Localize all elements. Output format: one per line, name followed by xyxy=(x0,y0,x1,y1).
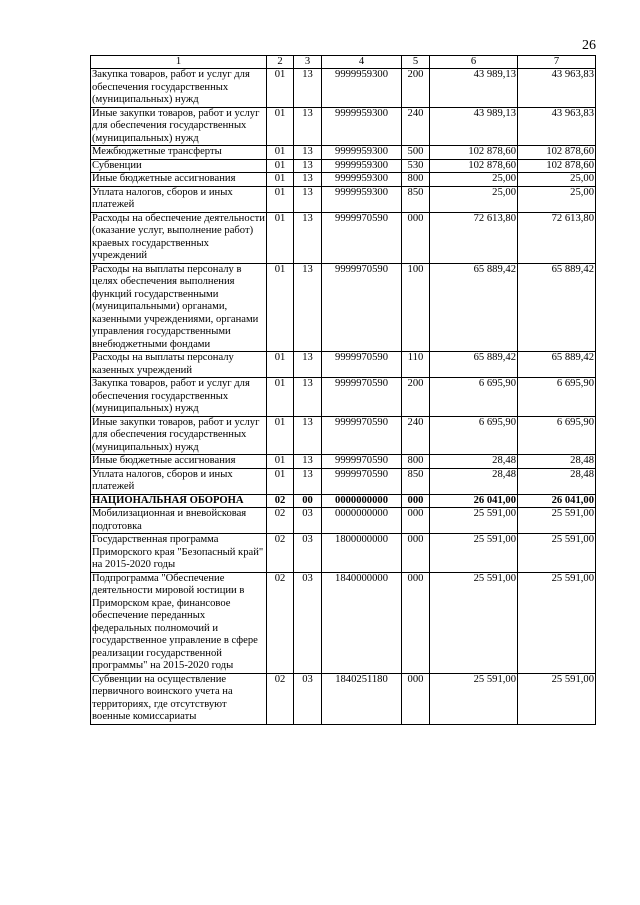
subsection-code: 13 xyxy=(294,416,322,455)
subsection-code: 13 xyxy=(294,455,322,469)
subsection-code: 00 xyxy=(294,494,322,508)
item-name: Закупка товаров, работ и услуг для обеспечения государственных (муниципальных) нужд xyxy=(91,378,267,417)
expense-type-code: 000 xyxy=(402,494,430,508)
section-code: 01 xyxy=(267,107,294,146)
amount-col6: 25 591,00 xyxy=(430,534,518,573)
amount-col7: 25 591,00 xyxy=(518,508,596,534)
section-code: 01 xyxy=(267,186,294,212)
expense-type-code: 110 xyxy=(402,352,430,378)
item-name: Государственная программа Приморского края "Безопасный край" на 2015-2020 годы xyxy=(91,534,267,573)
table-row xyxy=(91,455,596,469)
expense-type-code: 800 xyxy=(402,455,430,469)
table-row xyxy=(91,186,596,212)
table-row xyxy=(91,468,596,494)
item-name: Иные закупки товаров, работ и услуг для обеспечения государственных (муниципальных) нужд xyxy=(91,107,267,146)
expense-type-code: 240 xyxy=(402,416,430,455)
section-code: 01 xyxy=(267,146,294,160)
expense-type-code: 850 xyxy=(402,468,430,494)
target-article-code: 9999959300 xyxy=(322,173,402,187)
target-article-code: 9999959300 xyxy=(322,159,402,173)
item-name: Уплата налогов, сборов и иных платежей xyxy=(91,468,267,494)
subsection-code: 13 xyxy=(294,263,322,352)
amount-col6: 65 889,42 xyxy=(430,263,518,352)
subsection-code: 03 xyxy=(294,572,322,673)
item-name: Расходы на выплаты персоналу казенных учреждений xyxy=(91,352,267,378)
header-cell: 1 xyxy=(91,56,267,69)
table-row xyxy=(91,173,596,187)
expense-type-code: 000 xyxy=(402,508,430,534)
header-cell: 2 xyxy=(267,56,294,69)
expense-type-code: 000 xyxy=(402,572,430,673)
subsection-code: 13 xyxy=(294,468,322,494)
amount-col7: 6 695,90 xyxy=(518,378,596,417)
table-row xyxy=(91,534,596,573)
amount-col6: 25 591,00 xyxy=(430,572,518,673)
subsection-code: 13 xyxy=(294,212,322,263)
header-cell: 3 xyxy=(294,56,322,69)
section-code: 01 xyxy=(267,468,294,494)
amount-col7: 25,00 xyxy=(518,186,596,212)
target-article-code: 9999970590 xyxy=(322,468,402,494)
section-code: 02 xyxy=(267,534,294,573)
amount-col7: 102 878,60 xyxy=(518,159,596,173)
subsection-code: 03 xyxy=(294,508,322,534)
amount-col6: 43 989,13 xyxy=(430,107,518,146)
item-name: Уплата налогов, сборов и иных платежей xyxy=(91,186,267,212)
subsection-code: 03 xyxy=(294,673,322,724)
item-name: Расходы на выплаты персоналу в целях обеспечения выполнения функций государственными (муниципальными) органами, казенными учреждениями, органами управления государственными внебюджетными фондами xyxy=(91,263,267,352)
section-code: 01 xyxy=(267,69,294,108)
table-row xyxy=(91,378,596,417)
table-row xyxy=(91,146,596,160)
amount-col6: 26 041,00 xyxy=(430,494,518,508)
section-code: 02 xyxy=(267,673,294,724)
amount-col7: 25 591,00 xyxy=(518,572,596,673)
target-article-code: 9999970590 xyxy=(322,263,402,352)
amount-col7: 102 878,60 xyxy=(518,146,596,160)
subsection-code: 13 xyxy=(294,173,322,187)
header-cell: 6 xyxy=(430,56,518,69)
amount-col7: 25,00 xyxy=(518,173,596,187)
header-row xyxy=(91,56,596,69)
table-row xyxy=(91,159,596,173)
header-cell: 7 xyxy=(518,56,596,69)
item-name: Иные бюджетные ассигнования xyxy=(91,173,267,187)
amount-col7: 43 963,83 xyxy=(518,69,596,108)
target-article-code: 9999959300 xyxy=(322,146,402,160)
amount-col6: 25 591,00 xyxy=(430,673,518,724)
amount-col6: 102 878,60 xyxy=(430,159,518,173)
item-name: Подпрограмма "Обеспечение деятельности мировой юстиции в Приморском крае, финансовое обеспечение переданных федеральных полномочий и государственное управление в сфере реализации государственной программы" на 2015-2020 годы xyxy=(91,572,267,673)
amount-col6: 25,00 xyxy=(430,173,518,187)
section-code: 01 xyxy=(267,352,294,378)
amount-col6: 28,48 xyxy=(430,455,518,469)
expense-type-code: 530 xyxy=(402,159,430,173)
amount-col6: 65 889,42 xyxy=(430,352,518,378)
table-row xyxy=(91,508,596,534)
section-code: 01 xyxy=(267,212,294,263)
subsection-code: 13 xyxy=(294,107,322,146)
table-row xyxy=(91,263,596,352)
target-article-code: 9999970590 xyxy=(322,212,402,263)
target-article-code: 1840000000 xyxy=(322,572,402,673)
amount-col7: 6 695,90 xyxy=(518,416,596,455)
section-code: 02 xyxy=(267,494,294,508)
item-name: Иные бюджетные ассигнования xyxy=(91,455,267,469)
subsection-code: 13 xyxy=(294,186,322,212)
expense-type-code: 000 xyxy=(402,534,430,573)
amount-col6: 25 591,00 xyxy=(430,508,518,534)
amount-col7: 72 613,80 xyxy=(518,212,596,263)
target-article-code: 1840251180 xyxy=(322,673,402,724)
target-article-code: 9999970590 xyxy=(322,416,402,455)
target-article-code: 9999959300 xyxy=(322,107,402,146)
item-name: Расходы на обеспечение деятельности (оказание услуг, выполнение работ) краевых государственных учреждений xyxy=(92,212,265,261)
target-article-code: 9999959300 xyxy=(322,69,402,108)
item-name: Межбюджетные трансферты xyxy=(91,146,267,160)
amount-col7: 26 041,00 xyxy=(518,494,596,508)
expense-type-code: 200 xyxy=(402,378,430,417)
header-cell: 5 xyxy=(402,56,430,69)
amount-col6: 43 989,13 xyxy=(430,69,518,108)
subsection-code: 13 xyxy=(294,159,322,173)
subsection-code: 13 xyxy=(294,352,322,378)
subsection-code: 13 xyxy=(294,378,322,417)
item-name: Закупка товаров, работ и услуг для обеспечения государственных (муниципальных) нужд xyxy=(91,69,267,108)
expense-type-code: 100 xyxy=(402,263,430,352)
subsection-code: 03 xyxy=(294,534,322,573)
amount-col7: 43 963,83 xyxy=(518,107,596,146)
section-code: 02 xyxy=(267,572,294,673)
target-article-code: 9999970590 xyxy=(322,455,402,469)
amount-col6: 6 695,90 xyxy=(430,416,518,455)
amount-col7: 25 591,00 xyxy=(518,534,596,573)
item-name: НАЦИОНАЛЬНАЯ ОБОРОНА xyxy=(91,494,267,508)
section-code: 01 xyxy=(267,159,294,173)
subsection-code: 13 xyxy=(294,69,322,108)
expense-type-code: 000 xyxy=(402,212,430,263)
amount-col6: 6 695,90 xyxy=(430,378,518,417)
header-cell: 4 xyxy=(322,56,402,69)
page-number: 26 xyxy=(582,38,596,53)
table-row xyxy=(91,352,596,378)
section-code: 01 xyxy=(267,263,294,352)
expense-type-code: 240 xyxy=(402,107,430,146)
amount-col7: 65 889,42 xyxy=(518,352,596,378)
table-row xyxy=(91,69,596,108)
amount-col7: 65 889,42 xyxy=(518,263,596,352)
section-code: 01 xyxy=(267,455,294,469)
item-name: Субвенции xyxy=(91,159,267,173)
section-code: 02 xyxy=(267,508,294,534)
amount-col6: 25,00 xyxy=(430,186,518,212)
table-row xyxy=(91,572,596,673)
table-row xyxy=(91,416,596,455)
expense-type-code: 500 xyxy=(402,146,430,160)
item-name: Мобилизационная и вневойсковая подготовка xyxy=(91,508,267,534)
expense-type-code: 200 xyxy=(402,69,430,108)
amount-col7: 28,48 xyxy=(518,455,596,469)
table-row xyxy=(91,107,596,146)
table-row xyxy=(91,673,596,724)
target-article-code: 9999970590 xyxy=(322,352,402,378)
item-name: Субвенции на осуществление первичного воинского учета на территориях, где отсутствуют военные комиссариаты xyxy=(91,673,267,724)
target-article-code: 9999970590 xyxy=(322,378,402,417)
target-article-code: 1800000000 xyxy=(322,534,402,573)
section-code: 01 xyxy=(267,378,294,417)
subsection-code: 13 xyxy=(294,146,322,160)
section-code: 01 xyxy=(267,416,294,455)
section-code: 01 xyxy=(267,173,294,187)
expense-type-code: 000 xyxy=(402,673,430,724)
item-name: Иные закупки товаров, работ и услуг для обеспечения государственных (муниципальных) нужд xyxy=(91,416,267,455)
amount-col6: 102 878,60 xyxy=(430,146,518,160)
amount-col6: 28,48 xyxy=(430,468,518,494)
amount-col7: 28,48 xyxy=(518,468,596,494)
target-article-code: 0000000000 xyxy=(322,508,402,534)
table-row xyxy=(91,494,596,508)
amount-col7: 25 591,00 xyxy=(518,673,596,724)
budget-table xyxy=(90,55,596,725)
target-article-code: 0000000000 xyxy=(322,494,402,508)
expense-type-code: 850 xyxy=(402,186,430,212)
table-row xyxy=(91,212,596,263)
expense-type-code: 800 xyxy=(402,173,430,187)
amount-col6: 72 613,80 xyxy=(430,212,518,263)
target-article-code: 9999959300 xyxy=(322,186,402,212)
